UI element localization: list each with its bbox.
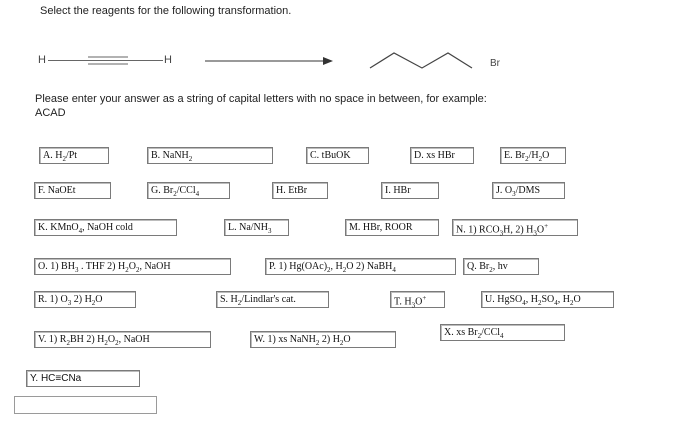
option-o[interactable]: O. 1) $BH_3$ . THF 2) $H_2O_2$, NaOH [34,258,231,275]
option-l[interactable]: L. $Na/NH_3$ [224,219,289,236]
option-r[interactable]: R. 1) $O_3$ 2) $H_2O$ [34,291,136,308]
alkyne-bond-icon [48,50,163,74]
instructions: Please enter your answer as a string of capital letters with no space in between, for example: [35,93,487,105]
option-i[interactable]: I. HBr [381,182,439,199]
reactant-right-atom: H [164,54,172,66]
question-prompt: Select the reagents for the following transformation. [40,5,292,17]
option-x[interactable]: X. xs $Br_2/CCl_4$ [440,324,565,341]
answer-input[interactable] [14,396,157,414]
reactant-left-atom: H [38,54,46,66]
option-f[interactable]: F. NaOEt [34,182,111,199]
option-d[interactable]: D. xs HBr [410,147,474,164]
option-k[interactable]: K. KMnO$_4$, NaOH cold [34,219,177,236]
bromoalkane-structure-icon [368,38,488,78]
reaction-scheme [0,0,700,90]
option-j[interactable]: J. $O_3$/DMS [492,182,565,199]
option-y[interactable]: Y. HC≡CNa [26,370,140,387]
option-w[interactable]: W. 1) xs NaNH$_2$ 2) $H_2O$ [250,331,396,348]
instructions-example: ACAD [35,107,66,119]
product-atom: Br [490,58,500,69]
option-g[interactable]: G. $Br_2/CCl_4$ [147,182,230,199]
option-c[interactable]: C. tBuOK [306,147,369,164]
option-m[interactable]: M. HBr, ROOR [345,219,439,236]
option-s[interactable]: S. $H_2/Lindlar's$ cat. [216,291,329,308]
option-p[interactable]: P. 1) $Hg(OAc)_2$, $H_2O$ 2) NaBH$_4$ [265,258,456,275]
option-b[interactable]: B. NaNH$_2$ [147,147,273,164]
option-v[interactable]: V. 1) $R_2BH$ 2) $H_2O_2$, NaOH [34,331,211,348]
option-a[interactable]: A. $H_2/Pt$ [39,147,109,164]
option-t[interactable]: T. $H_3O^+$ [390,291,445,308]
reaction-arrow-icon [205,55,335,67]
option-u[interactable]: U. HgSO$_4$, $H_2SO_4$, $H_2O$ [481,291,614,308]
option-q[interactable]: Q. $Br_2$, hv [463,258,539,275]
option-e[interactable]: E. $Br_2/H_2O$ [500,147,566,164]
option-h[interactable]: H. EtBr [272,182,328,199]
option-n[interactable]: N. 1) $RCO_3H$, 2) $H_3O^+$ [452,219,578,236]
